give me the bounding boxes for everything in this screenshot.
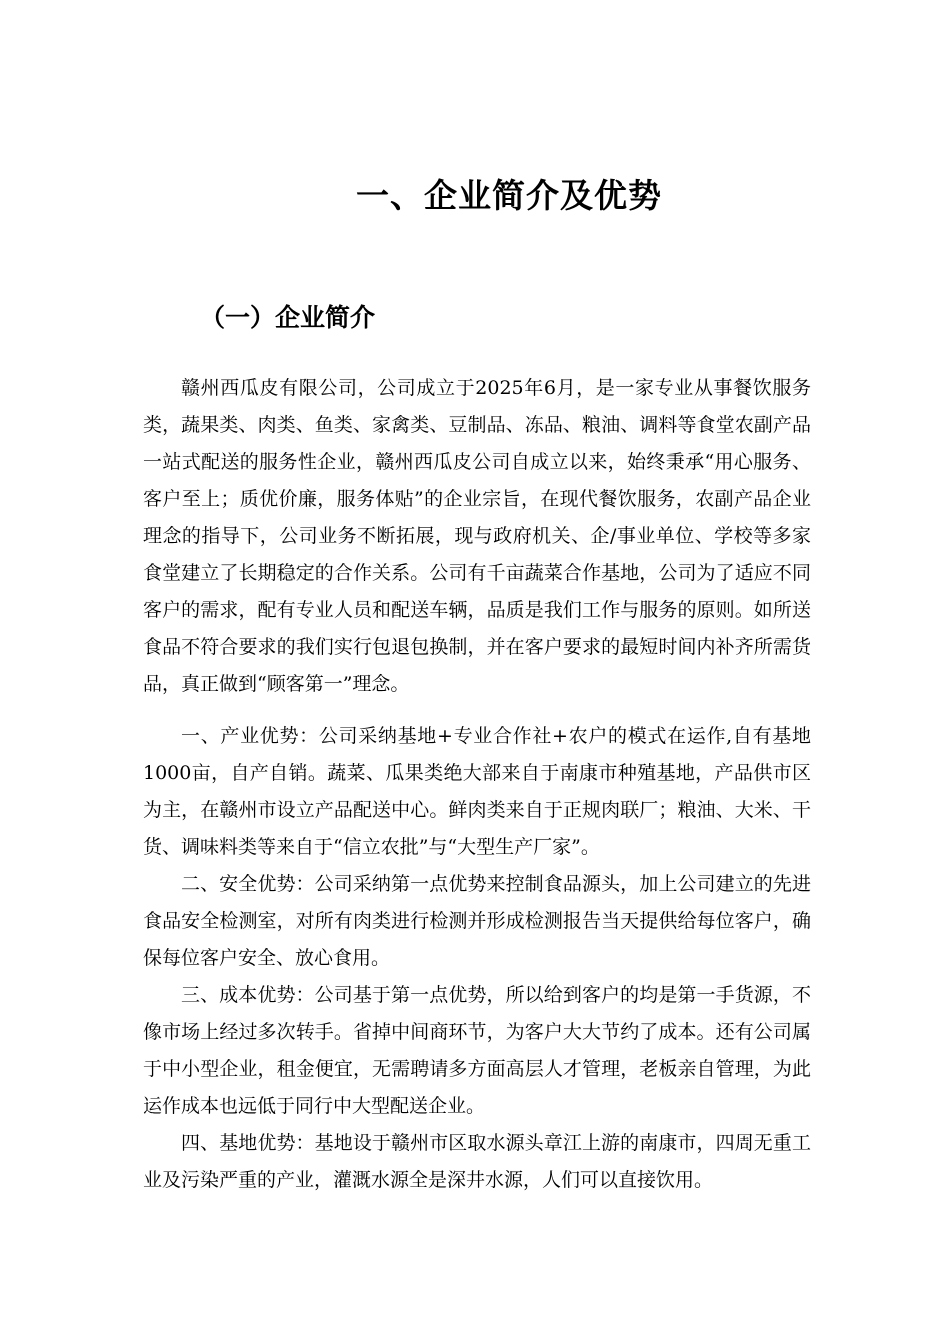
section-heading: （一）企业简介 — [200, 303, 376, 332]
paragraph-base-advantage: 四、基地优势：基地设于赣州市区取水源头章江上游的南康市，四周无重工业及污染严重的产业，灌溉水源全是深井水源，人们可以直接饮用。 — [143, 1132, 811, 1191]
paragraph-safety-advantage: 二、安全优势：公司采纳第一点优势来控制食品源头，加上公司建立的先进食品安全检测室，对所有肉类进行检测并形成检测报告当天提供给每位客户，确保每位客户安全、放心食用。 — [143, 873, 811, 969]
paragraph-company-intro: 赣州西瓜皮有限公司，公司成立于2025年6月，是一家专业从事餐饮服务类，蔬果类、肉类、鱼类、家禽类、豆制品、冻品、粮油、调料等食堂农副产品一站式配送的服务性企业，赣州西瓜皮公司自成立以来，始终秉承“用心服务、客户至上；质优价廉，服务体贴”的企业宗旨，在现代餐饮服务，农副产品企业理念的指导下，公司业务不断拓展，现与政府机关、企/事业单位、学校等多家食堂建立了长期稳定的合作关系。公司有千亩蔬菜合作基地，公司为了适应不同客户的需求，配有专业人员和配送车辆，品质是我们工作与服务的原则。如所送食品不符合要求的我们实行包退包换制，并在客户要求的最短时间内补齐所需货品，真正做到“顾客第一”理念。 — [143, 377, 811, 695]
paragraph-cost-advantage: 三、成本优势：公司基于第一点优势，所以给到客户的均是第一手货源，不像市场上经过多次转手。省掉中间商环节，为客户大大节约了成本。还有公司属于中小型企业，租金便宜，无需聘请多方面高层人才管理，老板亲自管理，为此运作成本也远低于同行中大型配送企业。 — [143, 984, 811, 1117]
page-title: 一、企业简介及优势 — [356, 176, 662, 215]
paragraph-industry-advantage: 一、产业优势：公司采纳基地+专业合作社+农户的模式在运作,自有基地1000亩，自产自销。蔬菜、瓜果类绝大部来自于南康市种殖基地，产品供市区为主，在赣州市设立产品配送中心。鲜肉类来自于正规肉联厂；粮油、大米、干货、调味料类等来自于“信立农批”与“大型生产厂家”。 — [143, 725, 811, 858]
body-text — [143, 370, 811, 1199]
